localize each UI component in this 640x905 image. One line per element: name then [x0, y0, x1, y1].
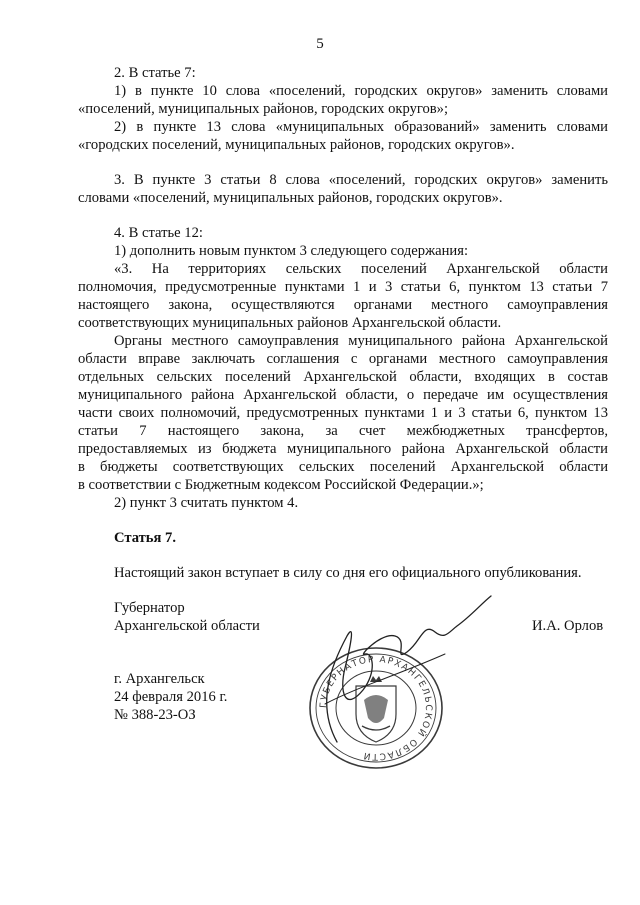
text-line: статьи 7 настоящего закона, за счет межбюджетных трансфертов,: [78, 423, 608, 439]
text-line: полномочия, предусмотренные пунктами 1 и 3 статьи 6, пунктом 13 статьи 7: [78, 279, 608, 295]
text-line: предоставляемых из бюджета муниципального района Архангельской области: [78, 441, 608, 457]
text-line: 2) пункт 3 считать пунктом 4.: [114, 495, 299, 511]
law-number: № 388-23-ОЗ: [114, 707, 196, 723]
text-line: отдельных сельских поселений Архангельской области, входящих в состав: [78, 369, 608, 385]
date: 24 февраля 2016 г.: [114, 689, 228, 705]
text-line: 4. В статье 12:: [114, 225, 203, 241]
text-line: 1) дополнить новым пунктом 3 следующего содержания:: [114, 243, 469, 259]
page-number: 5: [316, 36, 324, 52]
signatory-region: Архангельской области: [114, 618, 260, 634]
text-line: в соответствии с Бюджетным кодексом Российской Федерации.»;: [78, 477, 484, 493]
signature-icon: [285, 592, 495, 782]
city: г. Архангельск: [114, 671, 205, 687]
text-line: Настоящий закон вступает в силу со дня его официального опубликования.: [114, 565, 582, 581]
text-line: муниципального района Архангельской области, о передаче им осуществления: [78, 387, 608, 403]
article-heading: Статья 7.: [114, 530, 176, 546]
text-line: 3. В пункте 3 статьи 8 слова «поселений, городских округов» заменить: [114, 172, 608, 188]
text-line: 2. В статье 7:: [114, 65, 196, 81]
text-line: «поселений, муниципальных районов, городских округов»;: [78, 101, 449, 117]
text-line: Органы местного самоуправления муниципального района Архангельской: [114, 333, 608, 349]
text-line: 1) в пункте 10 слова «поселений, городских округов» заменить словами: [114, 83, 608, 99]
text-line: настоящего закона, осуществляются органами местного самоуправления: [78, 297, 608, 313]
text-line: «городских поселений, муниципальных районов, городских округов».: [78, 137, 515, 153]
text-line: области вправе заключать соглашения с органами местного самоуправления: [78, 351, 608, 367]
text-line: части своих полномочий, предусмотренных пунктами 1 и 3 статьи 6, пунктом 13: [78, 405, 608, 421]
text-line: 2) в пункте 13 слова «муниципальных образований» заменить словами: [114, 119, 608, 135]
text-line: соответствующих муниципальных районов Архангельской области.: [78, 315, 502, 331]
signatory-title: Губернатор: [114, 600, 185, 616]
signatory-name: И.А. Орлов: [532, 618, 604, 634]
handwritten-signature: [285, 592, 495, 782]
text-line: словами «поселений, муниципальных районов, городских округов».: [78, 190, 503, 206]
seal-text: ГУБЕРНАТОР АРХАНГЕЛЬСКОЙ ОБЛАСТИ: [318, 654, 434, 762]
text-line: в бюджеты соответствующих сельских поселений Архангельской области: [78, 459, 608, 475]
text-line: «3. На территориях сельских поселений Архангельской области: [114, 261, 608, 277]
